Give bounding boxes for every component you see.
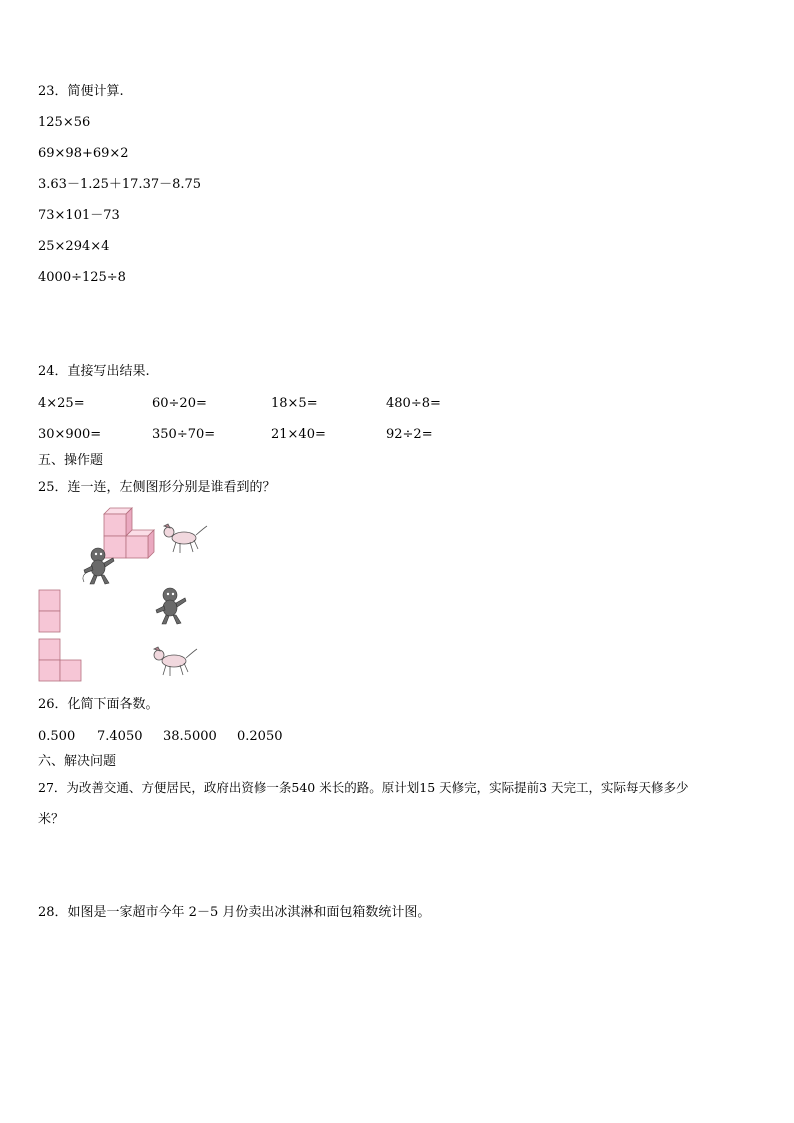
q26-title: 26．化简下面各数。 xyxy=(38,697,159,712)
q28-title: 28．如图是一家超市今年 2－5 月份卖出冰淇淋和面包箱数统计图。 xyxy=(38,905,431,920)
dog-icon xyxy=(150,645,200,679)
dog-icon xyxy=(160,522,210,556)
q26-number-1: 0.500 xyxy=(38,729,76,744)
monkey-icon xyxy=(78,546,118,586)
section-heading-5: 五、操作题 xyxy=(38,453,104,468)
q23-item-6: 4000÷125÷8 xyxy=(38,270,126,285)
q24-title: 24．直接写出结果. xyxy=(38,364,150,379)
q26-number-2: 7.4050 xyxy=(97,729,143,744)
q23-item-3: 3.63－1.25＋17.37－8.75 xyxy=(38,177,202,192)
q24-r2-c2: 350÷70= xyxy=(152,427,216,442)
q23-item-5: 25×294×4 xyxy=(38,239,110,254)
q23-item-4: 73×101－73 xyxy=(38,208,120,223)
q25-title: 25．连一连，左侧图形分别是谁看到的？ xyxy=(38,480,276,495)
q24-r1-c4: 480÷8= xyxy=(386,396,441,411)
q26-number-3: 38.5000 xyxy=(163,729,217,744)
q26-number-4: 0.2050 xyxy=(237,729,283,744)
view-two-stacked-squares xyxy=(38,589,62,633)
q24-r2-c1: 30×900= xyxy=(38,427,102,442)
q23-item-2: 69×98+69×2 xyxy=(38,146,129,161)
q27-line-2: 米？ xyxy=(38,812,65,827)
monkey-icon xyxy=(150,586,190,626)
section-heading-6: 六、解决问题 xyxy=(38,754,117,769)
q27-line-1: 27．为改善交通、方便居民，政府出资修一条540 米长的路。原计划15 天修完，实际提前3 天完工，实际每天修多少 xyxy=(38,780,689,795)
q24-r2-c4: 92÷2= xyxy=(386,427,433,442)
q24-r1-c2: 60÷20= xyxy=(152,396,207,411)
q24-r2-c3: 21×40= xyxy=(271,427,326,442)
q24-r1-c1: 4×25= xyxy=(38,396,85,411)
view-l-shape xyxy=(38,638,84,682)
q23-title: 23．简便计算. xyxy=(38,84,124,99)
q24-r1-c3: 18×5= xyxy=(271,396,318,411)
q23-item-1: 125×56 xyxy=(38,115,91,130)
